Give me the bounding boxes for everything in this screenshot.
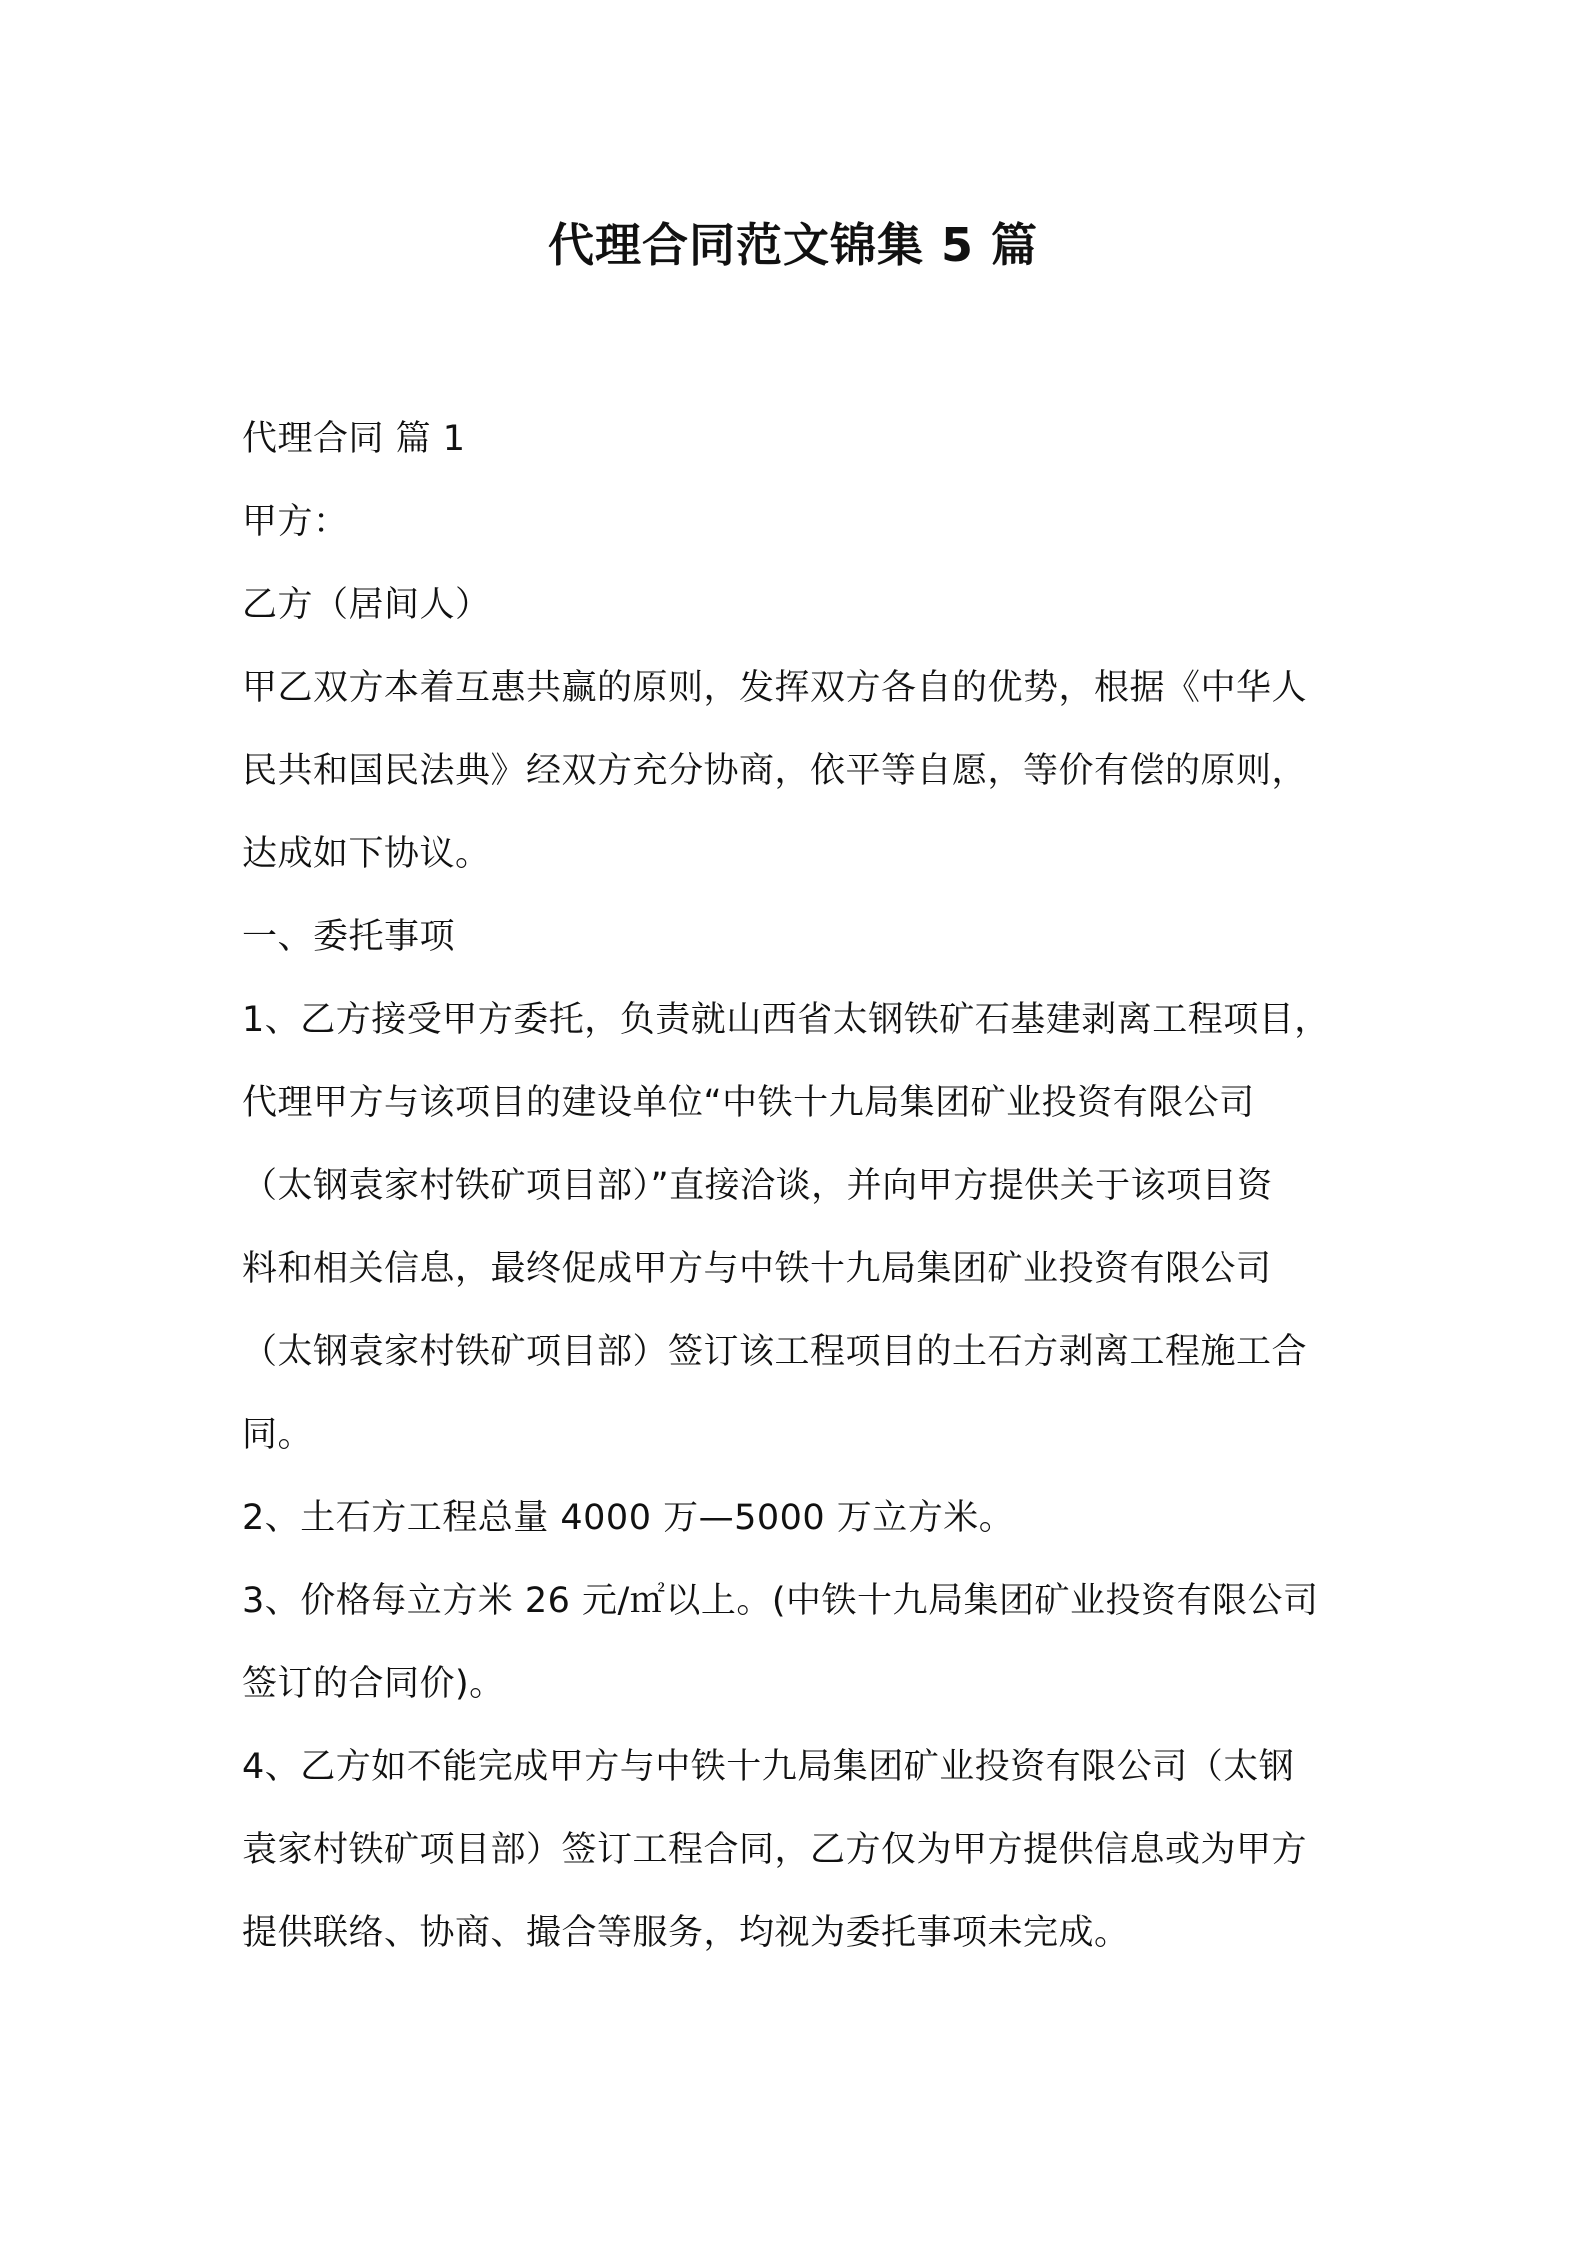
clause-line: 2、土石方工程总量 4000 万—5000 万立方米。: [242, 1498, 1015, 1538]
clause-line: 提供联络、协商、撮合等服务，均视为委托事项未完成。: [242, 1913, 1130, 1953]
clause-heading: 一、委托事项: [242, 917, 456, 957]
paragraph-line: 甲乙双方本着互惠共赢的原则，发挥双方各自的优势，根据《中华人: [242, 668, 1308, 708]
clause-line: 代理甲方与该项目的建设单位“中铁十九局集团矿业投资有限公司: [242, 1083, 1255, 1123]
clause-line: （太钢袁家村铁矿项目部）签订该工程项目的土石方剥离工程施工合: [242, 1332, 1308, 1372]
clause-line: （太钢袁家村铁矿项目部）”直接洽谈，并向甲方提供关于该项目资: [242, 1166, 1273, 1206]
clause-line: 签订的合同价)。: [242, 1664, 505, 1704]
page-title: 代理合同范文锦集 5 篇: [547, 218, 1039, 272]
clause-line: 料和相关信息，最终促成甲方与中铁十九局集团矿业投资有限公司: [242, 1249, 1272, 1289]
clause-line: 同。: [242, 1415, 314, 1455]
party-a-label: 甲方：: [242, 502, 349, 542]
section-heading: 代理合同 篇 1: [242, 419, 466, 459]
clause-line: 袁家村铁矿项目部）签订工程合同，乙方仅为甲方提供信息或为甲方: [242, 1830, 1308, 1870]
document-body: [242, 398, 1352, 1975]
clause-line: 3、价格每立方米 26 元/㎡以上。(中铁十九局集团矿业投资有限公司: [242, 1581, 1319, 1621]
clause-line: 4、乙方如不能完成甲方与中铁十九局集团矿业投资有限公司（太钢: [242, 1747, 1295, 1787]
paragraph-line: 民共和国民法典》经双方充分协商，依平等自愿，等价有偿的原则，: [242, 751, 1308, 791]
party-b-label: 乙方（居间人）: [242, 585, 491, 625]
clause-line: 1、乙方接受甲方委托，负责就山西省太钢铁矿石基建剥离工程项目，: [242, 1000, 1330, 1040]
paragraph-line: 达成如下协议。: [242, 834, 491, 874]
